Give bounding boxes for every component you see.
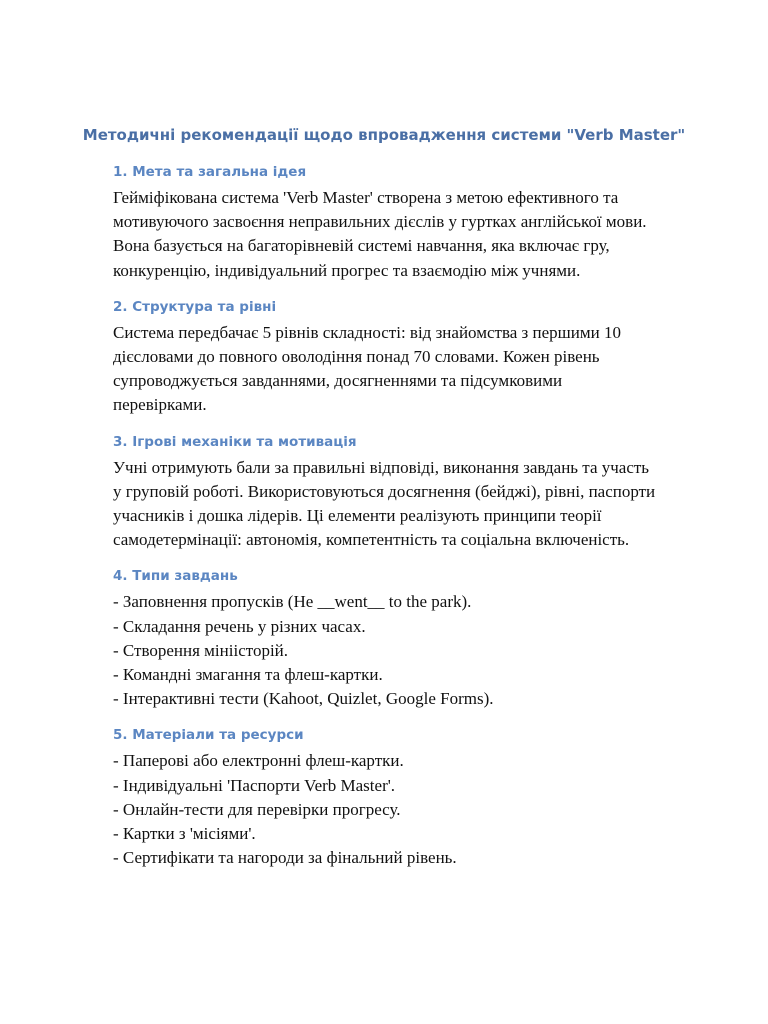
section-heading: 1. Мета та загальна ідея [113,164,307,180]
list-item: - Створення мініісторій. [113,640,289,660]
section-heading: 2. Структура та рівні [113,298,277,315]
document-content [113,162,658,884]
section-materials [113,725,658,870]
list-item: - Онлайн-тести для перевірки прогресу. [113,799,401,819]
document-title: Методичні рекомендації щодо впровадження системи "Verb Master" [82,126,686,144]
list-item: - Сертифікати та нагороди за фінальний рівень. [113,848,457,868]
section-mechanics [113,432,658,553]
list-item: - Паперові або електронні флеш-картки. [113,751,404,771]
list-item: - Інтерактивні тести (Kahoot, Quizlet, Google Forms). [113,689,494,709]
list-item: - Командні змагання та флеш-картки. [113,665,383,685]
list-item: - Індивідуальні 'Паспорти Verb Master'. [113,775,396,795]
list-item: - Картки з 'місіями'. [113,824,256,844]
section-goal [113,162,658,283]
section-task-types [113,566,658,711]
section-structure [113,297,658,418]
list-item: - Складання речень у різних часах. [113,616,366,636]
section-heading: 4. Типи завдань [113,568,238,585]
section-heading: 5. Матеріали та ресурси [113,727,304,744]
section-paragraph: Учні отримують бали за правильні відповіді, виконання завдань та участь у груповій роботі. Використовуються досягнення (бейджі), рівні, паспорти учасників і дошка лідерів. Ці елементи реалізують принципи теорії самодетермінації: автономія, компетентність та соціальна включеність. [113,457,656,550]
list-item: - Заповнення пропусків (He __went__ to the park). [113,592,472,612]
materials-list [113,749,658,870]
section-paragraph: Система передбачає 5 рівнів складності: від знайомства з першими 10 дієсловами до повного оволодіння понад 70 словами. Кожен рівень супроводжується завданнями, досягненнями та підсумковими перевірками. [113,322,621,415]
section-paragraph: Гейміфікована система 'Verb Master' створена з метою ефективного та мотивуючого засвоєння неправильних дієслів у гуртках англійської мови. Вона базується на багаторівневій системі навчання, яка включає гру, конкуренцію, індивідуальний прогрес та взаємодію між учнями. [113,188,647,280]
task-types-list [113,590,658,711]
section-heading: 3. Ігрові механіки та мотивація [113,433,357,450]
